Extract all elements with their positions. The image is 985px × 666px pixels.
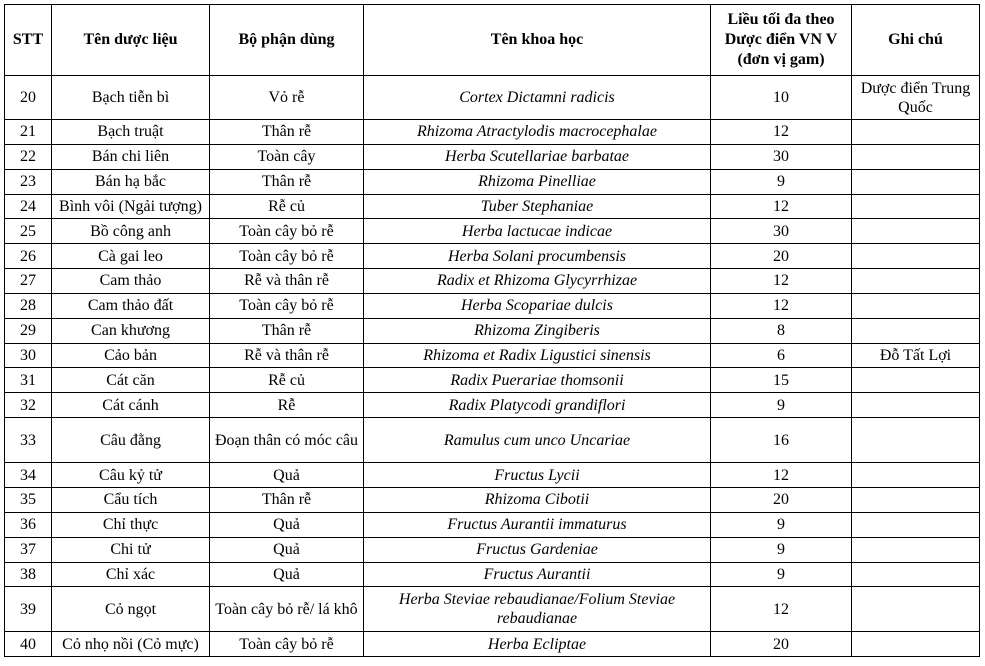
- cell-note: [852, 169, 980, 194]
- cell-herb-name: Bạch tiễn bì: [52, 76, 210, 120]
- cell-stt: 39: [5, 587, 52, 632]
- table-row: [5, 463, 980, 488]
- cell-note: [852, 269, 980, 294]
- cell-max-dose: 12: [711, 120, 852, 145]
- cell-max-dose: 16: [711, 418, 852, 463]
- cell-stt: 34: [5, 463, 52, 488]
- cell-stt: 25: [5, 219, 52, 244]
- table-row: [5, 120, 980, 145]
- cell-note: [852, 487, 980, 512]
- table-row: [5, 487, 980, 512]
- cell-herb-name: Bình vôi (Ngải tượng): [52, 194, 210, 219]
- cell-note: Dược điển Trung Quốc: [852, 76, 980, 120]
- cell-max-dose: 9: [711, 393, 852, 418]
- header-herb-name: Tên dược liệu: [52, 5, 210, 76]
- cell-part-used: Rễ và thân rễ: [210, 269, 364, 294]
- cell-stt: 37: [5, 537, 52, 562]
- cell-herb-name: Bồ công anh: [52, 219, 210, 244]
- cell-part-used: Đoạn thân có móc câu: [210, 418, 364, 463]
- cell-herb-name: Cà gai leo: [52, 244, 210, 269]
- table-row: [5, 418, 980, 463]
- cell-part-used: Toàn cây bỏ rễ: [210, 632, 364, 657]
- cell-note: [852, 144, 980, 169]
- cell-herb-name: Cam thảo: [52, 269, 210, 294]
- cell-stt: 31: [5, 368, 52, 393]
- cell-herb-name: Chỉ xác: [52, 562, 210, 587]
- cell-scientific-name: Fructus Lycii: [364, 463, 711, 488]
- cell-scientific-name: Herba lactucae indicae: [364, 219, 711, 244]
- cell-stt: 36: [5, 512, 52, 537]
- table-row: [5, 632, 980, 657]
- cell-stt: 20: [5, 76, 52, 120]
- cell-part-used: Thân rễ: [210, 120, 364, 145]
- cell-part-used: Toàn cây bỏ rễ/ lá khô: [210, 587, 364, 632]
- cell-stt: 27: [5, 269, 52, 294]
- cell-scientific-name: Cortex Dictamni radicis: [364, 76, 711, 120]
- table-row: [5, 368, 980, 393]
- cell-stt: 23: [5, 169, 52, 194]
- cell-note: [852, 587, 980, 632]
- cell-stt: 24: [5, 194, 52, 219]
- cell-max-dose: 12: [711, 463, 852, 488]
- cell-part-used: Vỏ rễ: [210, 76, 364, 120]
- cell-max-dose: 6: [711, 343, 852, 368]
- table-row: [5, 219, 980, 244]
- cell-note: [852, 194, 980, 219]
- cell-note: [852, 318, 980, 343]
- cell-part-used: Thân rễ: [210, 169, 364, 194]
- cell-part-used: Quả: [210, 562, 364, 587]
- table-row: [5, 393, 980, 418]
- cell-max-dose: 9: [711, 562, 852, 587]
- cell-max-dose: 12: [711, 194, 852, 219]
- cell-scientific-name: Herba Scutellariae barbatae: [364, 144, 711, 169]
- table-row: [5, 562, 980, 587]
- cell-part-used: Toàn cây bỏ rễ: [210, 219, 364, 244]
- cell-herb-name: Cỏ nhọ nồi (Cỏ mực): [52, 632, 210, 657]
- cell-herb-name: Chi tử: [52, 537, 210, 562]
- table-row: [5, 144, 980, 169]
- cell-max-dose: 12: [711, 587, 852, 632]
- cell-part-used: Rễ và thân rễ: [210, 343, 364, 368]
- header-part-used: Bộ phận dùng: [210, 5, 364, 76]
- cell-max-dose: 9: [711, 537, 852, 562]
- cell-max-dose: 12: [711, 269, 852, 294]
- table-row: [5, 269, 980, 294]
- cell-note: [852, 632, 980, 657]
- cell-herb-name: Chỉ thực: [52, 512, 210, 537]
- cell-herb-name: Câu đằng: [52, 418, 210, 463]
- cell-part-used: Quả: [210, 512, 364, 537]
- cell-scientific-name: Tuber Stephaniae: [364, 194, 711, 219]
- cell-stt: 30: [5, 343, 52, 368]
- table-row: [5, 293, 980, 318]
- cell-herb-name: Câu kỷ tử: [52, 463, 210, 488]
- table-row: [5, 244, 980, 269]
- cell-scientific-name: Radix et Rhizoma Glycyrrhizae: [364, 269, 711, 294]
- cell-scientific-name: Herba Steviae rebaudianae/Folium Steviae rebaudianae: [364, 587, 711, 632]
- cell-herb-name: Cỏ ngọt: [52, 587, 210, 632]
- header-stt: STT: [5, 5, 52, 76]
- cell-herb-name: Bán chi liên: [52, 144, 210, 169]
- cell-note: [852, 463, 980, 488]
- cell-scientific-name: Radix Puerariae thomsonii: [364, 368, 711, 393]
- cell-max-dose: 20: [711, 632, 852, 657]
- cell-scientific-name: Rhizoma Cibotii: [364, 487, 711, 512]
- cell-note: [852, 418, 980, 463]
- cell-stt: 28: [5, 293, 52, 318]
- cell-stt: 32: [5, 393, 52, 418]
- cell-scientific-name: Fructus Aurantii: [364, 562, 711, 587]
- cell-note: [852, 512, 980, 537]
- cell-scientific-name: Rhizoma Atractylodis macrocephalae: [364, 120, 711, 145]
- table-row: [5, 343, 980, 368]
- cell-scientific-name: Fructus Gardeniae: [364, 537, 711, 562]
- cell-stt: 35: [5, 487, 52, 512]
- cell-max-dose: 10: [711, 76, 852, 120]
- cell-part-used: Thân rễ: [210, 487, 364, 512]
- cell-herb-name: Bạch truật: [52, 120, 210, 145]
- cell-herb-name: Cát cánh: [52, 393, 210, 418]
- cell-note: [852, 293, 980, 318]
- cell-max-dose: 20: [711, 244, 852, 269]
- cell-part-used: Toàn cây bỏ rễ: [210, 244, 364, 269]
- table-row: [5, 512, 980, 537]
- header-max-dose: Liều tối đa theo Dược điển VN V (đơn vị gam): [711, 5, 852, 76]
- cell-note: [852, 219, 980, 244]
- cell-max-dose: 9: [711, 169, 852, 194]
- cell-part-used: Rễ: [210, 393, 364, 418]
- cell-scientific-name: Herba Solani procumbensis: [364, 244, 711, 269]
- cell-max-dose: 30: [711, 144, 852, 169]
- cell-scientific-name: Ramulus cum unco Uncariae: [364, 418, 711, 463]
- cell-herb-name: Cát căn: [52, 368, 210, 393]
- cell-scientific-name: Rhizoma et Radix Ligustici sinensis: [364, 343, 711, 368]
- cell-scientific-name: Herba Ecliptae: [364, 632, 711, 657]
- cell-scientific-name: Rhizoma Pinelliae: [364, 169, 711, 194]
- cell-scientific-name: Radix Platycodi grandiflori: [364, 393, 711, 418]
- cell-part-used: Toàn cây bỏ rễ: [210, 293, 364, 318]
- cell-part-used: Rễ củ: [210, 368, 364, 393]
- cell-note: [852, 562, 980, 587]
- cell-max-dose: 15: [711, 368, 852, 393]
- cell-scientific-name: Herba Scopariae dulcis: [364, 293, 711, 318]
- cell-note: [852, 393, 980, 418]
- cell-max-dose: 30: [711, 219, 852, 244]
- cell-note: Đỗ Tất Lợi: [852, 343, 980, 368]
- cell-note: [852, 368, 980, 393]
- cell-scientific-name: Fructus Aurantii immaturus: [364, 512, 711, 537]
- cell-part-used: Rễ củ: [210, 194, 364, 219]
- table-row: [5, 587, 980, 632]
- cell-note: [852, 537, 980, 562]
- table-header-row: [5, 5, 980, 76]
- cell-stt: 29: [5, 318, 52, 343]
- header-note: Ghi chú: [852, 5, 980, 76]
- cell-note: [852, 120, 980, 145]
- header-scientific-name: Tên khoa học: [364, 5, 711, 76]
- cell-part-used: Thân rễ: [210, 318, 364, 343]
- cell-herb-name: Cảo bản: [52, 343, 210, 368]
- cell-stt: 22: [5, 144, 52, 169]
- cell-stt: 38: [5, 562, 52, 587]
- cell-stt: 26: [5, 244, 52, 269]
- cell-stt: 33: [5, 418, 52, 463]
- table-row: [5, 318, 980, 343]
- cell-herb-name: Bán hạ bắc: [52, 169, 210, 194]
- cell-part-used: Quả: [210, 463, 364, 488]
- cell-max-dose: 12: [711, 293, 852, 318]
- table-row: [5, 194, 980, 219]
- cell-part-used: Quả: [210, 537, 364, 562]
- cell-stt: 40: [5, 632, 52, 657]
- table-row: [5, 169, 980, 194]
- cell-max-dose: 9: [711, 512, 852, 537]
- cell-max-dose: 8: [711, 318, 852, 343]
- table-row: [5, 76, 980, 120]
- cell-max-dose: 20: [711, 487, 852, 512]
- cell-stt: 21: [5, 120, 52, 145]
- cell-scientific-name: Rhizoma Zingiberis: [364, 318, 711, 343]
- herb-dosage-table: [4, 4, 980, 657]
- cell-herb-name: Cam thảo đất: [52, 293, 210, 318]
- cell-note: [852, 244, 980, 269]
- cell-herb-name: Cẩu tích: [52, 487, 210, 512]
- table-row: [5, 537, 980, 562]
- cell-herb-name: Can khương: [52, 318, 210, 343]
- cell-part-used: Toàn cây: [210, 144, 364, 169]
